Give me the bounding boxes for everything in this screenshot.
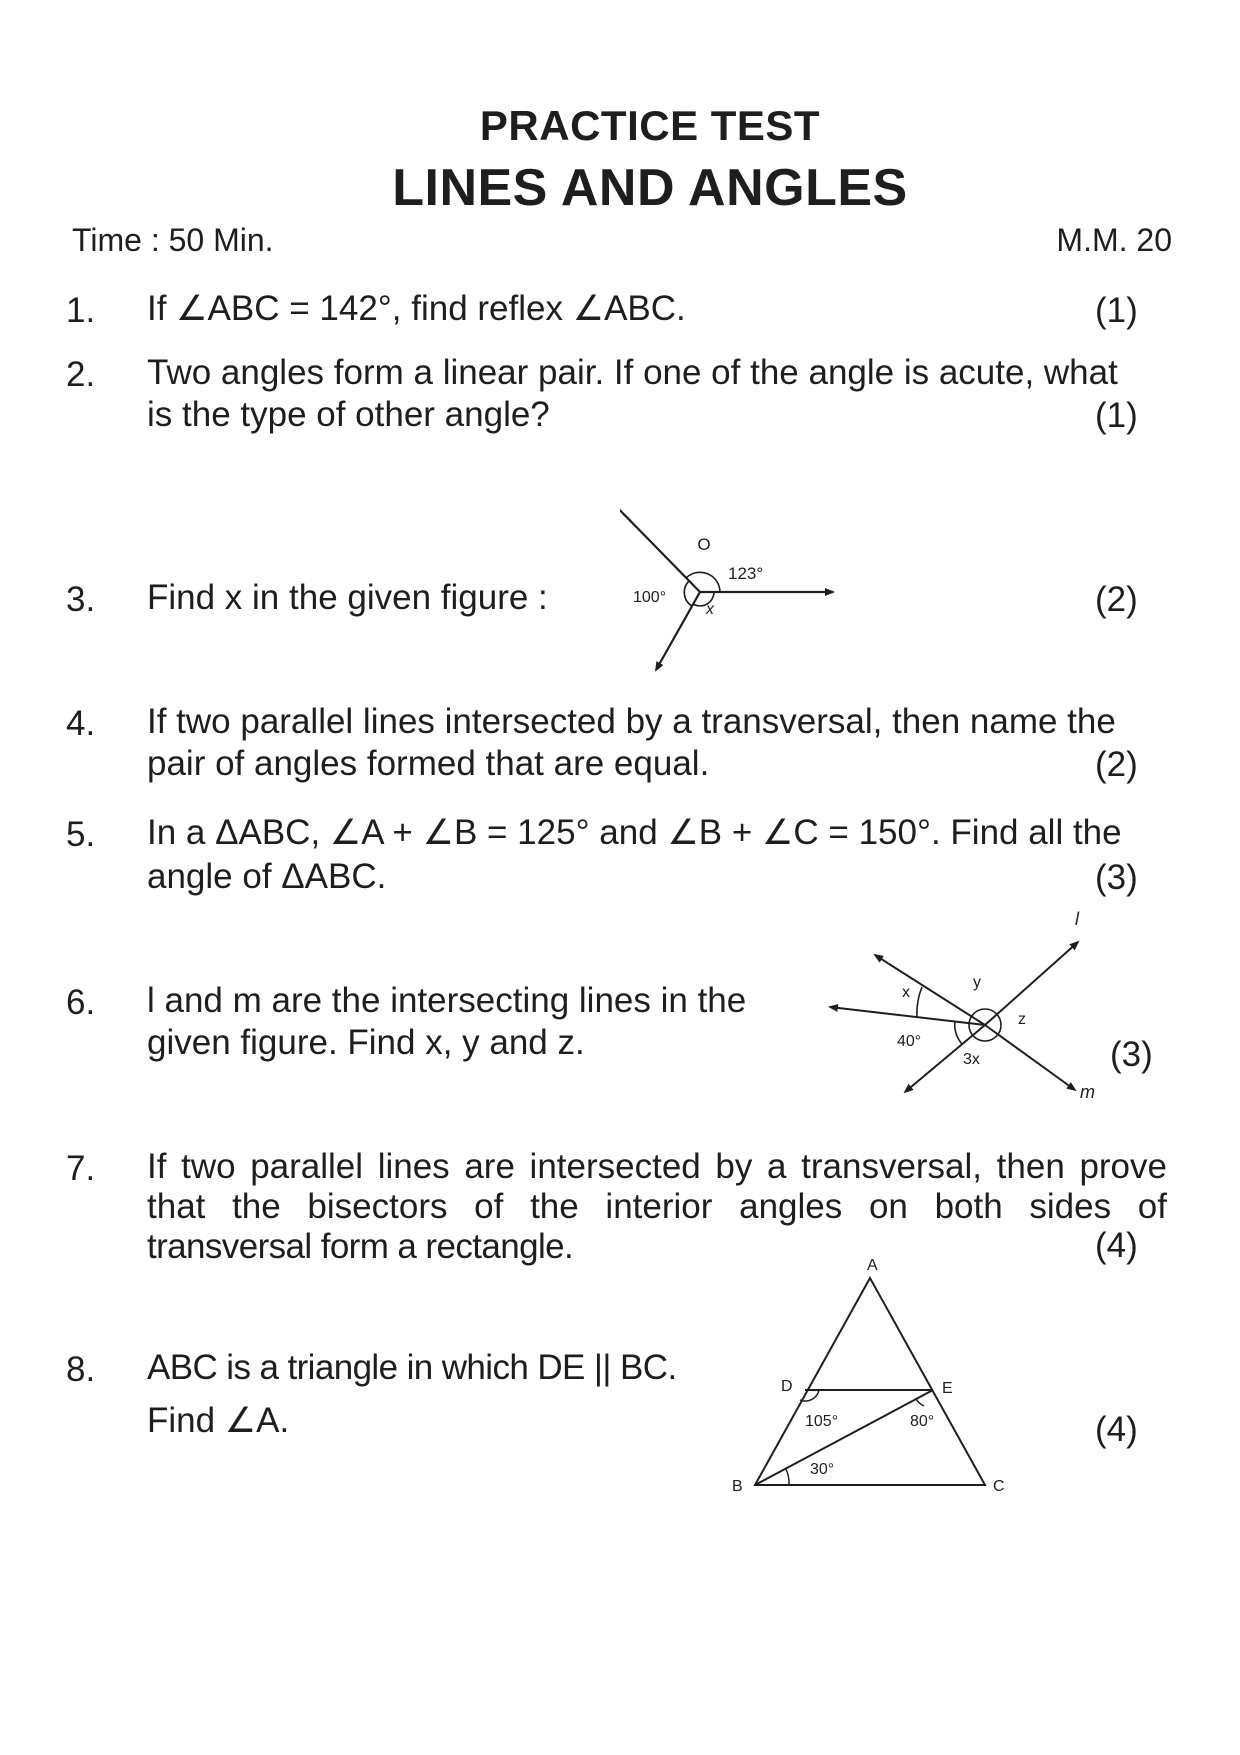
question-text: Find ∠A. <box>147 1401 290 1440</box>
ray-upper-left <box>620 497 700 592</box>
figure-6-label-y: y <box>973 974 981 991</box>
question-number: 8. <box>66 1350 96 1389</box>
angle-arc-40 <box>955 1021 962 1044</box>
figure-8-label-105: 105° <box>805 1413 839 1430</box>
figure-6-label-3x: 3x <box>963 1051 980 1068</box>
figure-8-diagram <box>720 1250 1020 1505</box>
question-number: 5. <box>66 815 96 854</box>
question-marks: (1) <box>1095 396 1138 435</box>
max-marks: M.M. 20 <box>1056 222 1172 258</box>
question-text: angle of ΔABC. <box>147 857 387 896</box>
question-text: l and m are the intersecting lines in the <box>147 981 747 1020</box>
figure-3-label-100: 100° <box>633 589 667 606</box>
question-number: 3. <box>66 580 96 619</box>
figure-8-label-30: 30° <box>810 1461 835 1478</box>
question-marks: (3) <box>1110 1035 1153 1074</box>
question-number: 2. <box>66 355 96 394</box>
figure-6-label-m: m <box>1080 1082 1095 1100</box>
figure-8-label-e: E <box>942 1380 953 1397</box>
figure-8-label-c: C <box>993 1478 1005 1495</box>
question-marks: (3) <box>1095 858 1138 897</box>
angle-arc-80 <box>916 1399 924 1406</box>
figure-3-label-x: x <box>706 601 714 618</box>
question-text: If ∠ABC = 142°, find reflex ∠ABC. <box>147 289 686 328</box>
question-text: If two parallel lines intersected by a transversal, then name the <box>147 702 1116 741</box>
figure-6-label-x: x <box>902 984 910 1001</box>
figure-6-label-l: l <box>1075 909 1079 929</box>
figure-8-label-a: A <box>867 1257 878 1274</box>
angle-arc-left <box>684 581 692 606</box>
question-marks: (1) <box>1095 291 1138 330</box>
angle-arc-30 <box>786 1469 789 1485</box>
line-l <box>985 942 1078 1025</box>
question-number: 6. <box>66 983 96 1022</box>
figure-6-label-z: z <box>1018 1011 1026 1028</box>
question-text: Find x in the given figure : <box>147 578 548 617</box>
question-text: pair of angles formed that are equal. <box>147 744 710 783</box>
time-limit: Time : 50 Min. <box>72 222 274 258</box>
figure-8-label-80: 80° <box>910 1413 935 1430</box>
question-number: 1. <box>66 291 96 330</box>
figure-6-diagram <box>820 900 1110 1100</box>
question-text: Two angles form a linear pair. If one of the angle is acute, what <box>147 353 1118 392</box>
question-text: transversal form a rectangle. <box>147 1227 574 1266</box>
angle-arc-x <box>917 987 922 1017</box>
question-text: is the type of other angle? <box>147 395 550 434</box>
page-subtitle: LINES AND ANGLES <box>392 159 908 217</box>
question-marks: (4) <box>1095 1410 1138 1449</box>
figure-3-label-o: O <box>697 535 711 554</box>
question-text: given figure. Find x, y and z. <box>147 1023 585 1062</box>
question-marks: (4) <box>1095 1226 1138 1265</box>
question-marks: (2) <box>1095 580 1138 619</box>
question-text: that the bisectors of the interior angles on both sides of <box>147 1187 1167 1226</box>
question-marks: (2) <box>1095 745 1138 784</box>
figure-6-label-40: 40° <box>897 1033 922 1050</box>
figure-3-label-123: 123° <box>728 564 764 583</box>
question-text: In a ΔABC, ∠A + ∠B = 125° and ∠B + ∠C = 150°. Find all the <box>147 813 1122 852</box>
question-text: ABC is a triangle in which DE || BC. <box>147 1348 677 1387</box>
question-number: 4. <box>66 704 96 743</box>
question-number: 7. <box>66 1149 96 1188</box>
figure-3-diagram <box>620 485 860 680</box>
question-text: If two parallel lines are intersected by a transversal, then prove <box>147 1147 1167 1186</box>
figure-8-label-b: B <box>732 1478 743 1495</box>
figure-8-label-d: D <box>781 1378 793 1395</box>
page-title: PRACTICE TEST <box>479 102 821 149</box>
